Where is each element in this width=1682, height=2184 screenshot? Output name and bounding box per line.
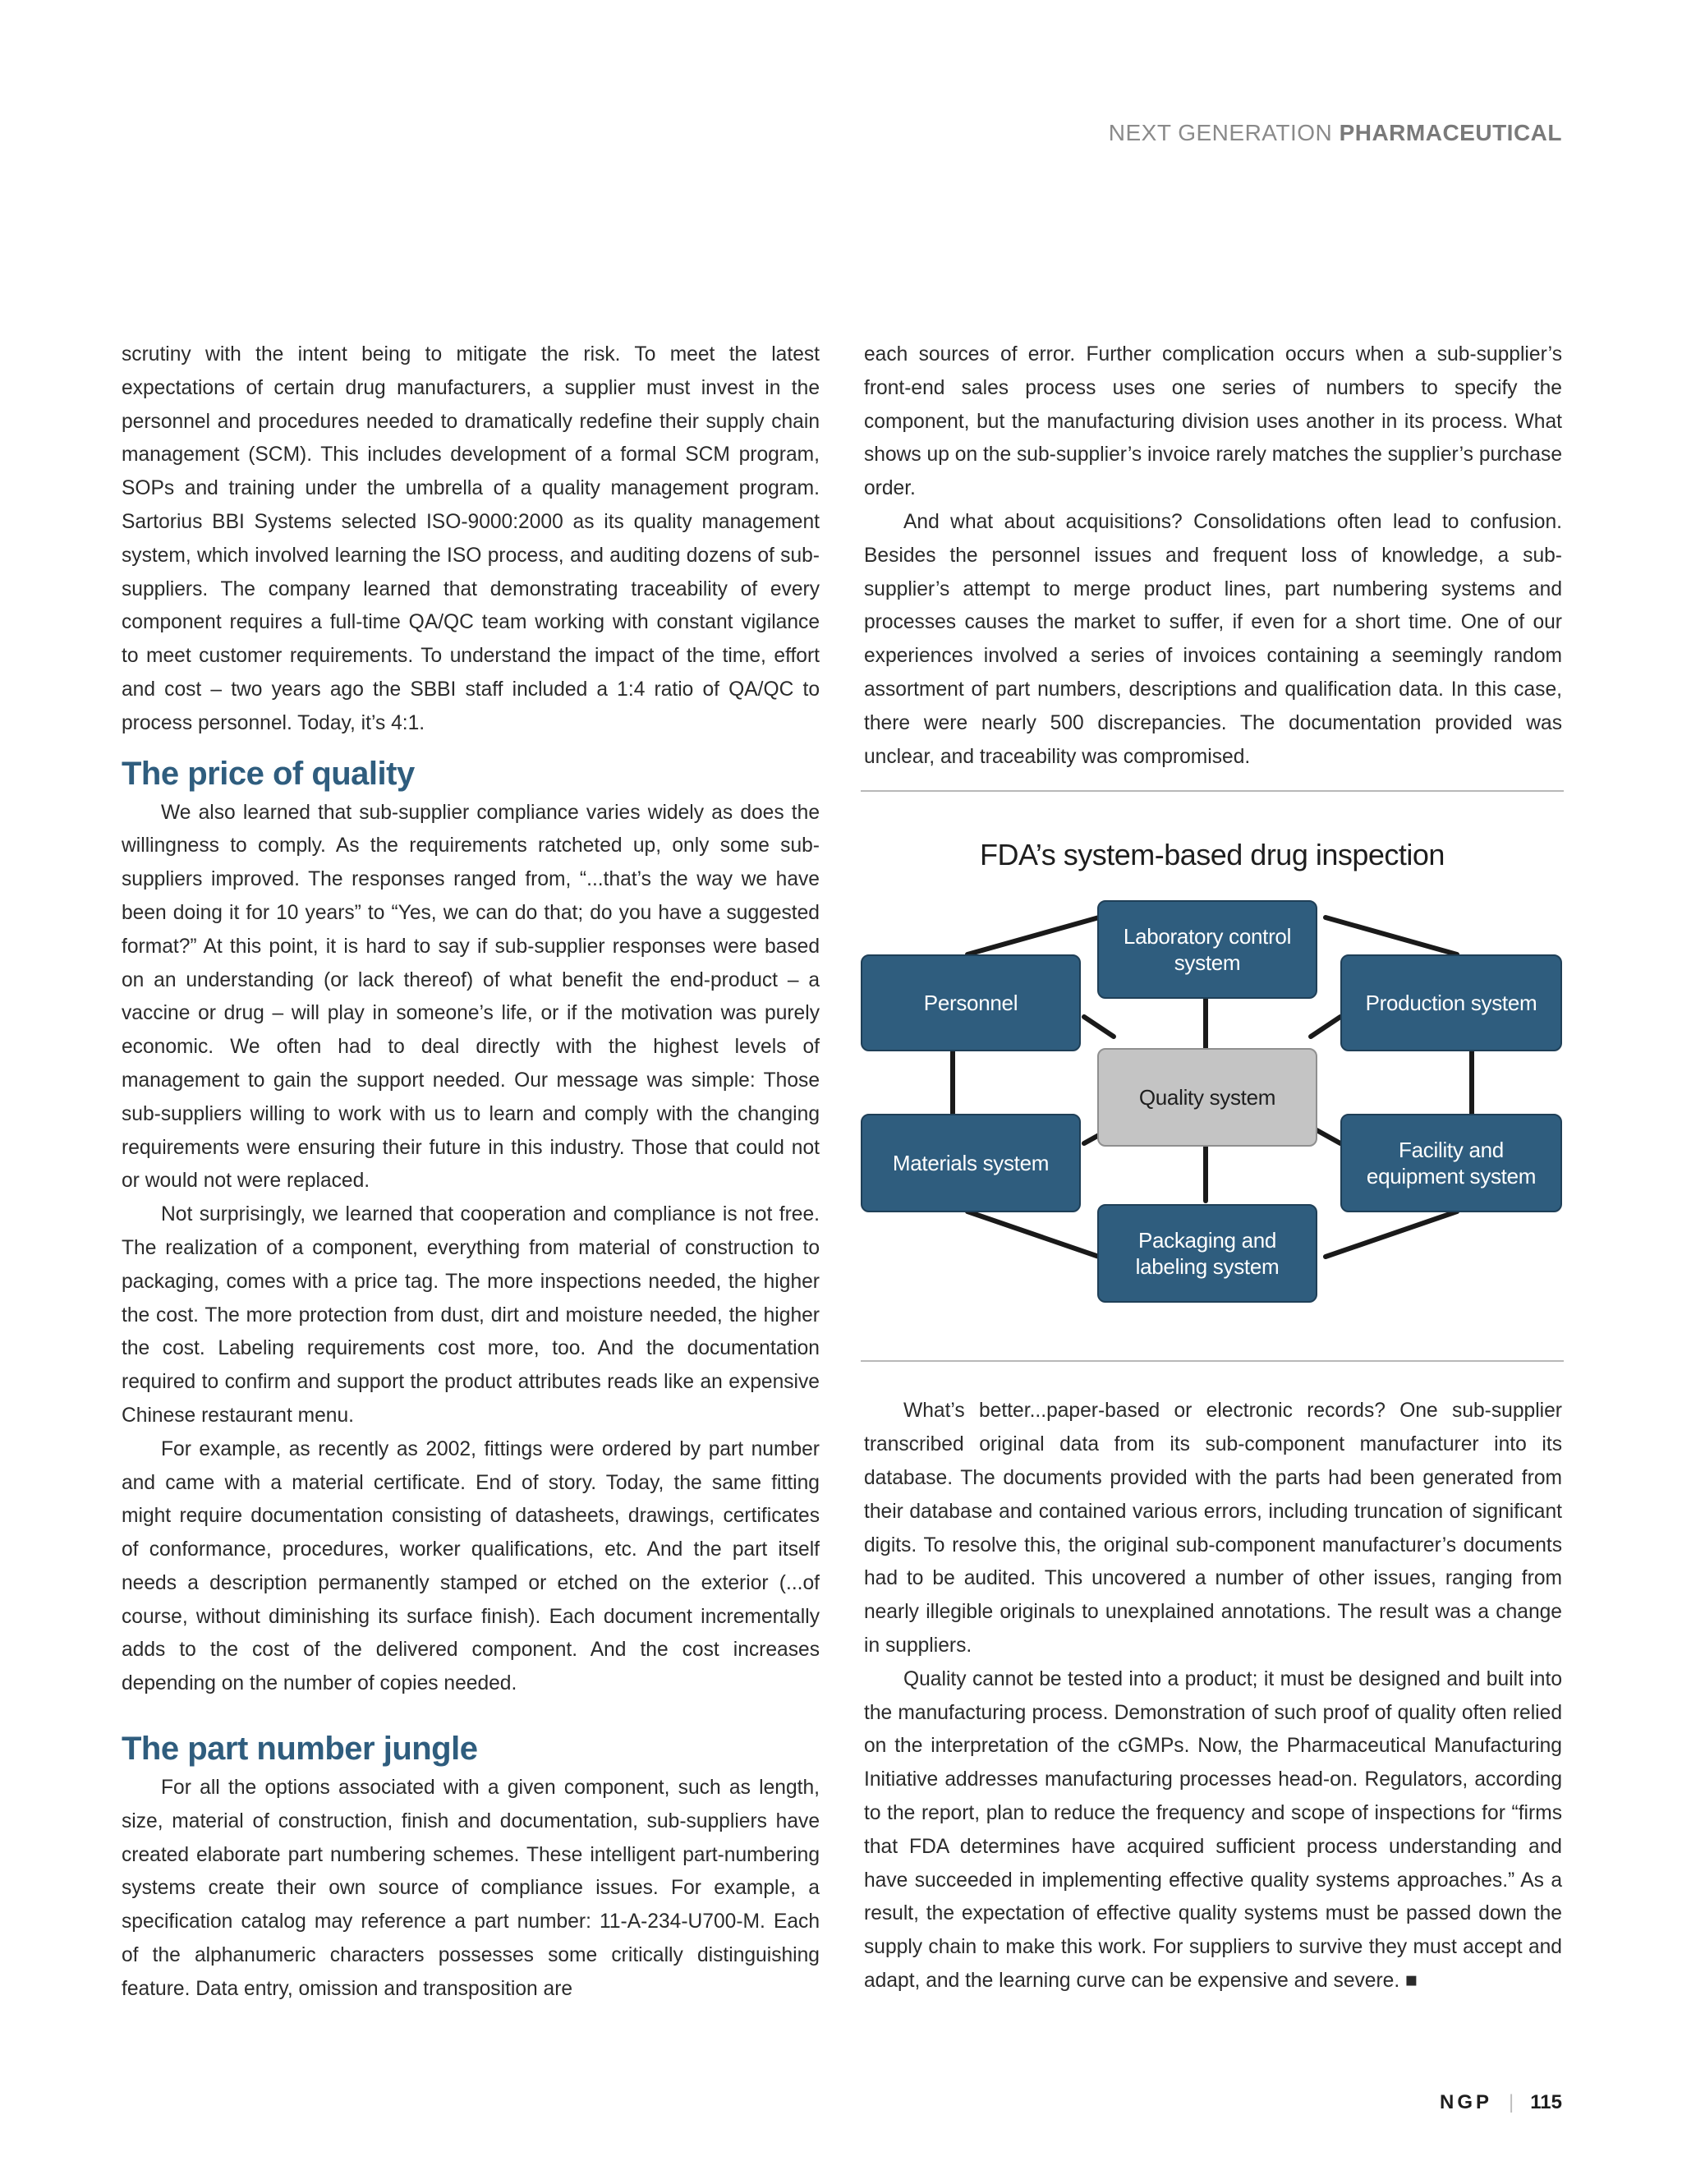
- node-laboratory-control: Laboratory control system: [1097, 900, 1317, 999]
- running-head: [1109, 120, 1562, 146]
- connector-production-quality: [1311, 1017, 1340, 1037]
- page-number: 115: [1530, 2091, 1562, 2113]
- section-heading-part-number-jungle: The part number jungle: [122, 1731, 478, 1768]
- running-head-bold: PHARMACEUTICAL: [1339, 120, 1562, 145]
- inspection-diagram: [861, 790, 1564, 1362]
- diagram-title: FDA’s system-based drug inspection: [980, 838, 1445, 871]
- connector-lab-personnel: [967, 917, 1099, 954]
- node-materials: Materials system: [861, 1114, 1081, 1212]
- connector-facility-packaging: [1326, 1212, 1457, 1257]
- connector-personnel-quality: [1084, 1017, 1114, 1037]
- page-footer: [1440, 2091, 1562, 2114]
- diagram-bottom-rule: [861, 1360, 1564, 1362]
- body-paragraph: Not surprisingly, we learned that cooperation and compliance is not free. The realization of a component, everything from material of construction to packaging, comes with a price tag. The more inspections needed, the higher the cost. The more protection from dust, dirt and moisture needed, the higher the cost. Labeling requirements cost more, too. And the documentation required to confirm and support the product attributes reads like an expensive Chinese restaurant menu.: [122, 1203, 820, 1427]
- node-quality: Quality system: [1097, 1048, 1317, 1147]
- body-paragraph: For example, as recently as 2002, fittings were ordered by part number and came with a material certificate. End of story. Today, the same fitting might require documentation consisting of datasheets, drawings, certificates of conformance, procedures, worker qualifications, etc. And the part itself needs a description permanently stamped or etched on the exterior (...of course, without diminishing its surface finish). Each document incrementally adds to the cost of the delivered component. And the cost increases depending on the number of copies needed.: [122, 1437, 820, 1695]
- node-packaging-labeling: Packaging and labeling system: [1097, 1204, 1317, 1303]
- running-head-light: NEXT GENERATION: [1108, 120, 1333, 145]
- footer-brand: NGP: [1440, 2091, 1493, 2113]
- section-heading-price-of-quality: The price of quality: [122, 755, 415, 792]
- body-paragraph: What’s better...paper-based or electronic records? One sub-supplier transcribed original data from its sub-component manufacturer into its database. The documents provided with the parts had been generated from their database and contained various errors, including truncation of significant digits. To resolve this, the original sub-component manufacturer’s documents had to be audited. This uncovered a number of other issues, ranging from nearly illegible originals to unexplained annotations. The result was a change in suppliers.: [864, 1400, 1562, 1657]
- body-paragraph: We also learned that sub-supplier compliance varies widely as does the willingness to comply. As the requirements ratcheted up, only some sub-suppliers improved. The responses ranged from, “...that’s the way we have been doing it for 10 years” to “Yes, we can do that; do you have a suggested format?” At this point, it is hard to say if sub-supplier responses were based on an understanding (or lack thereof) of what benefit the end-product – a vaccine or drug – will play in someone’s life, or if the motivation was purely economic. We often had to deal directly with the highest levels of management to gain the support needed. Our message was simple: Those sub-suppliers willing to work with us to learn and comply with the changing requirements were ensuring their future in this industry. Those that could not or would not were replaced.: [122, 801, 820, 1193]
- node-production: Production system: [1340, 954, 1562, 1051]
- connector-materials-packaging: [967, 1212, 1099, 1257]
- body-paragraph: each sources of error. Further complication occurs when a sub-supplier’s front-end sales process uses one series of numbers to specify the component, but the manufacturing division uses another in its process. What shows up on the sub-supplier’s invoice rarely matches the supplier’s purchase order.: [864, 343, 1562, 500]
- body-paragraph: For all the options associated with a given component, such as length, size, material of construction, finish and documentation, sub-suppliers have created elaborate part numbering schemes. These intelligent part-numbering systems create their own source of compliance issues. For example, a specification catalog may reference a part number: 11-A-234-U700-M. Each of the alphanumeric characters possesses some critically distinguishing feature. Data entry, omission and transposition are: [122, 1777, 820, 2000]
- node-personnel: Personnel: [861, 954, 1081, 1051]
- footer-separator: |: [1509, 2091, 1514, 2113]
- body-paragraph: And what about acquisitions? Consolidations often lead to confusion. Besides the personnel issues and frequent loss of knowledge, a sub-supplier’s attempt to merge product lines, part numbering systems and processes causes the market to suffer, if even for a short time. One of our experiences involved a series of invoices containing a seemingly random assortment of part numbers, descriptions and qualification data. In this case, there were nearly 500 discrepancies. The documentation provided was unclear, and traceability was compromised.: [864, 510, 1562, 768]
- body-paragraph: Quality cannot be tested into a product; it must be designed and built into the manufacturing process. Demonstration of such proof of quality often relied on the interpretation of the cGMPs. Now, the Pharmaceutical Manufacturing Initiative addresses manufacturing processes head-on. Regulators, according to the report, plan to reduce the frequency and scope of inspections for “firms that FDA determines have acquired sufficient process understanding and have succeeded in implementing effective quality systems approaches.” As a result, the expectation of effective quality systems must be passed down the supply chain to make this work. For suppliers to survive they must accept and adapt, and the learning curve can be expensive and severe. ■: [864, 1667, 1562, 1992]
- body-paragraph: scrutiny with the intent being to mitigate the risk. To meet the latest expectations of certain drug manufacturers, a supplier must invest in the personnel and procedures needed to dramatically redefine their supply chain management (SCM). This includes development of a formal SCM program, SOPs and training under the umbrella of a quality management program. Sartorius BBI Systems selected ISO-9000:2000 as its quality management system, which involved learning the ISO process, and auditing dozens of sub-suppliers. The company learned that demonstrating traceability of every component requires a full-time QA/QC team working with constant vigilance to meet customer requirements. To understand the impact of the time, effort and cost – two years ago the SBBI staff included a 1:4 ratio of QA/QC to process personnel. Today, it’s 4:1.: [122, 343, 820, 734]
- connector-lab-production: [1326, 917, 1457, 954]
- node-facility-equipment: Facility and equipment system: [1340, 1114, 1562, 1212]
- left-column: [122, 338, 820, 2007]
